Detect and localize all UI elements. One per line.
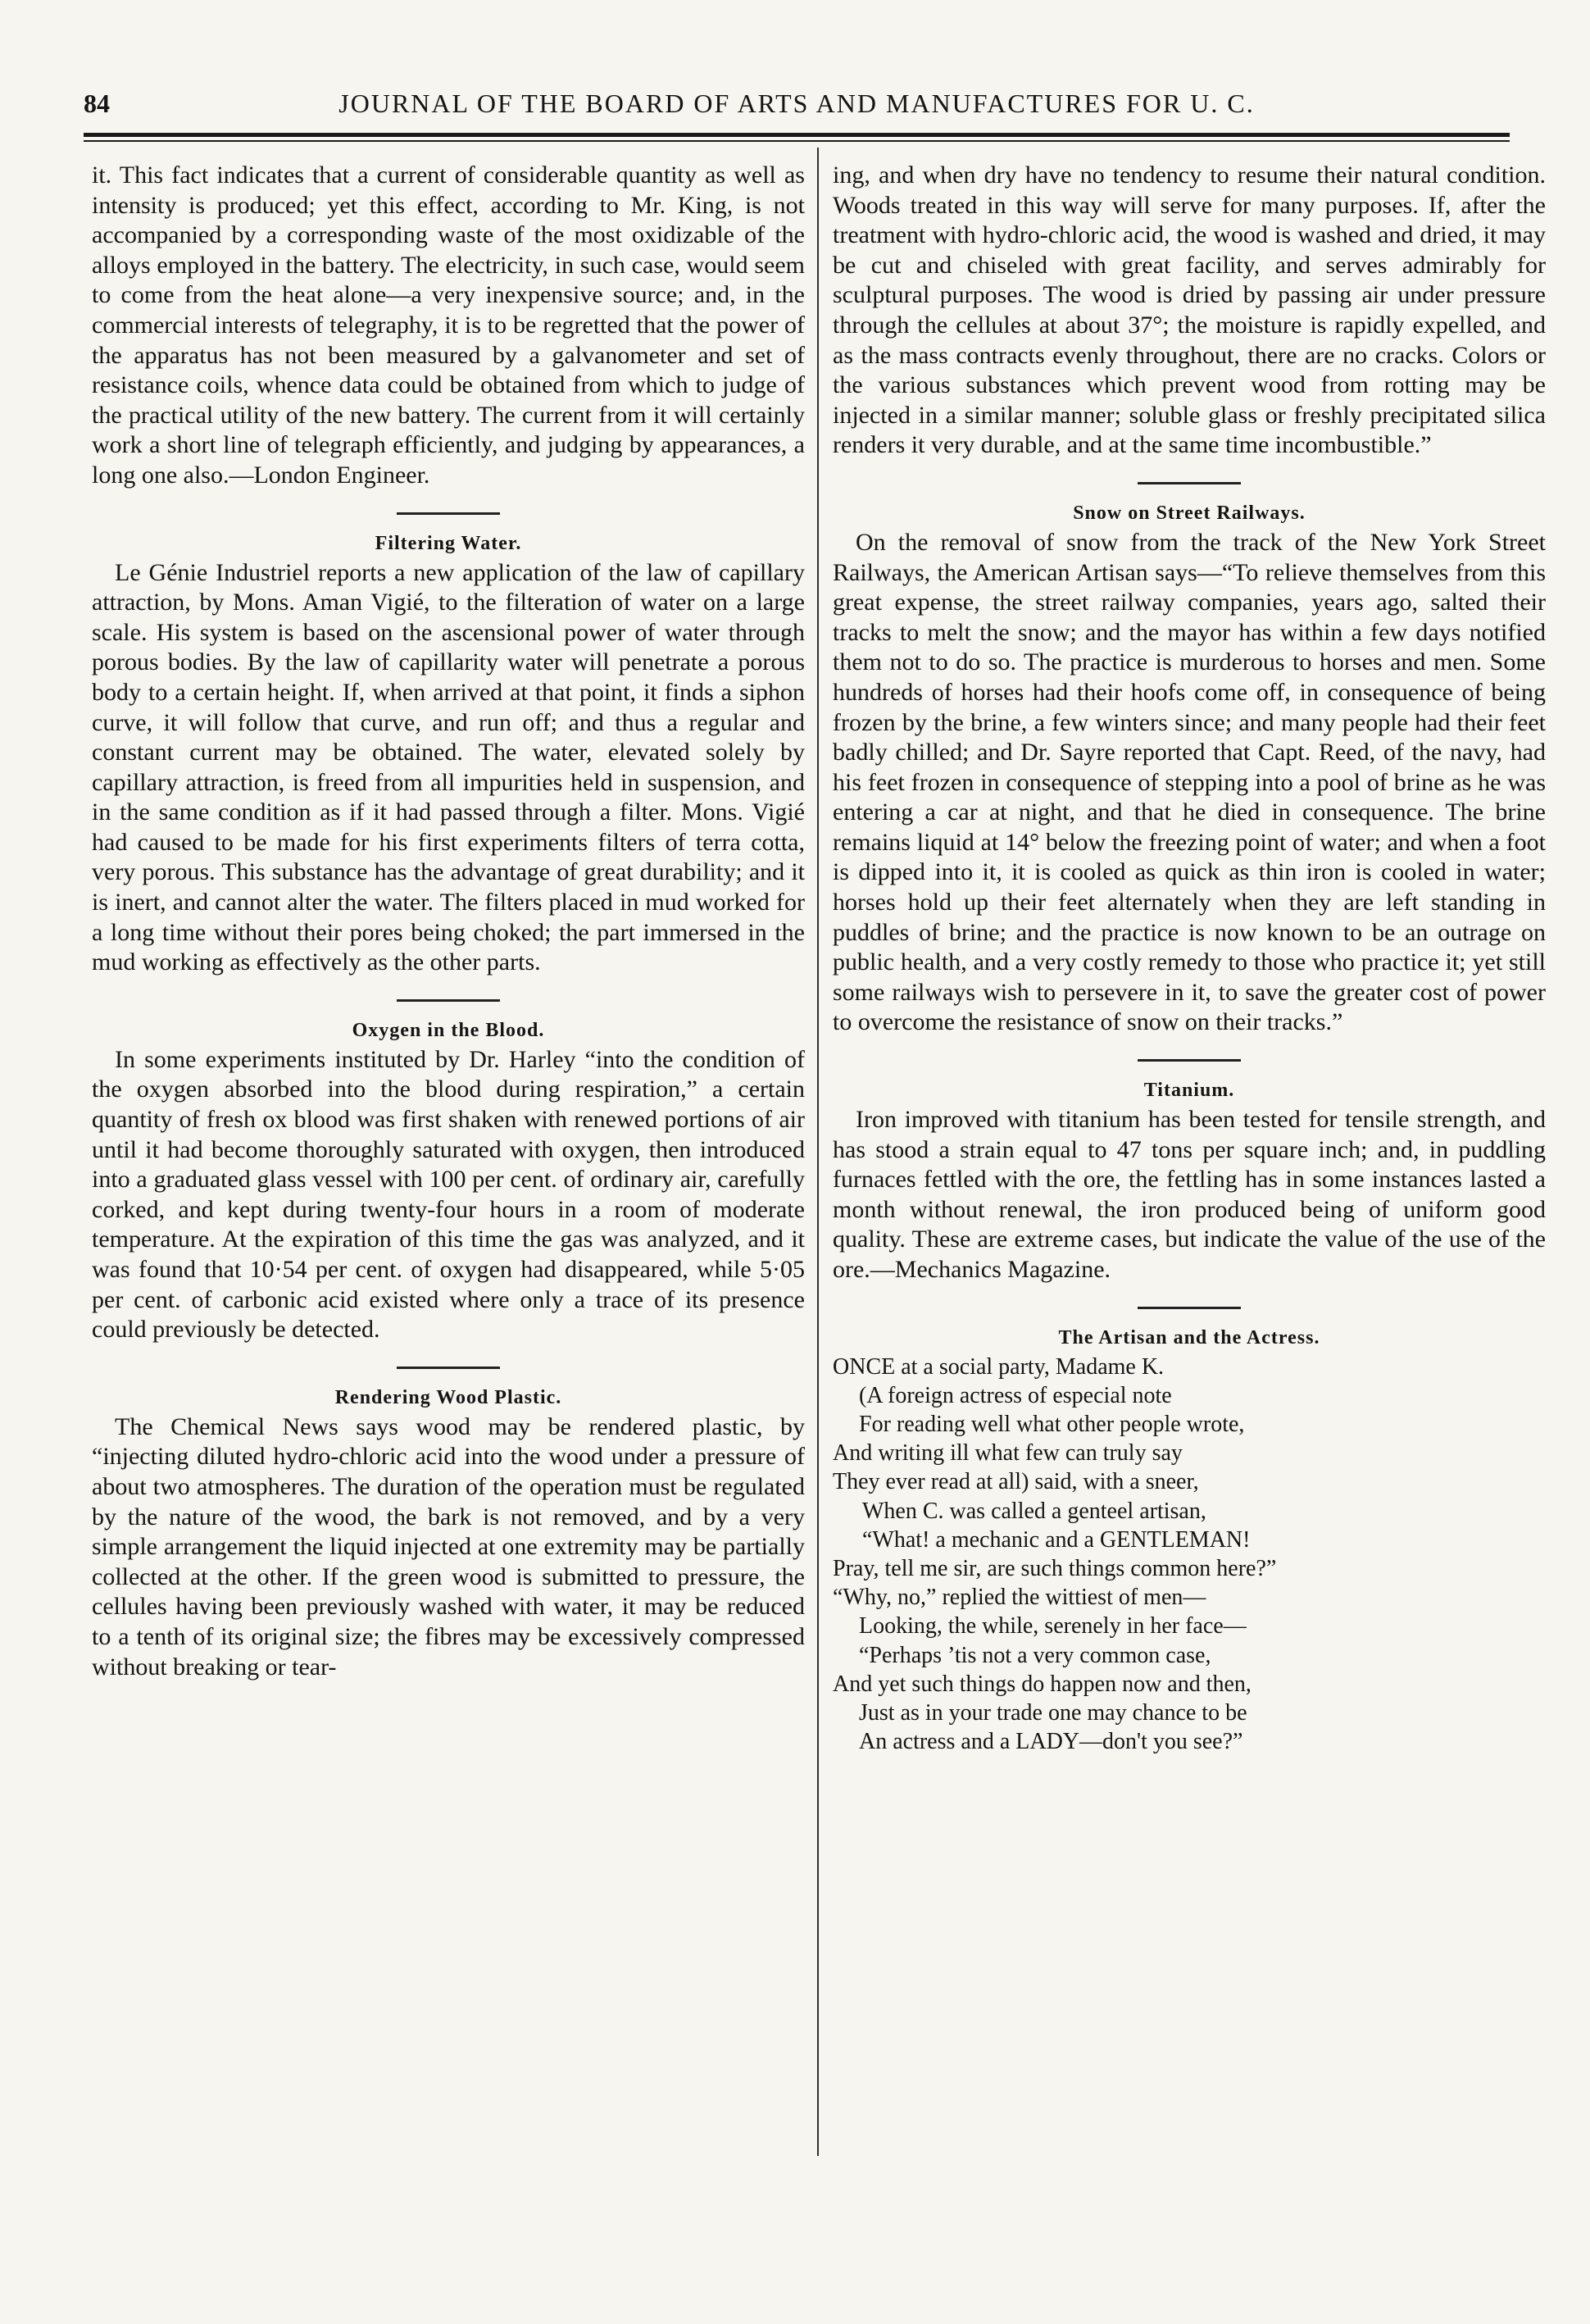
poem-line: ONCE at a social party, Madame K. xyxy=(833,1353,1165,1380)
poem-line: “Why, no,” replied the wittiest of men— xyxy=(833,1585,1206,1611)
column-divider xyxy=(817,148,819,2156)
filtering-water-body: Le Génie Industriel reports a new application of the law of capillary attraction, by Mons. Aman Vigié, to the filteration of water on a large scale. His system is based on the ascensional power of water through porous bodies. By the law of capillarity water will penetrate a porous body to a certain height. If, when arrived at that point, it finds a siphon curve, it will follow that curve, and run off; and thus a regular and constant current may be obtained. The water, elevated solely by capillary attraction, is freed from all impurities held in suspension, and in the same condition as if it had passed through a filter. Mons. Vigié had caused to be made for his first experiments filters of terra cotta, very porous. This substance has the advantage of great durability; and it is inert, and cannot alter the water. The filters placed in mud worked for a long time without their pores being choked; the part immersed in the mud working as effectively as the other parts. xyxy=(92,558,805,976)
section-divider xyxy=(1138,482,1241,484)
section-divider xyxy=(397,999,500,1002)
page-number: 84 xyxy=(84,89,110,118)
section-divider xyxy=(1138,1307,1241,1309)
page-header xyxy=(84,89,1510,130)
header-rule-thin xyxy=(84,140,1510,142)
poem-line: Pray, tell me sir, are such things common here?” xyxy=(833,1556,1277,1582)
section-divider xyxy=(397,1367,500,1369)
titanium-body: Iron improved with titanium has been tested for tensile strength, and has stood a strain equal to 47 tons per square inch; and, in puddling furnaces fettled with the ore, the fettling has in some instances lasted a month without renewal, the iron produced being of uniform good quality. These are extreme cases, but indicate the value of the use of the ore.—Mechanics Magazine. xyxy=(833,1106,1546,1283)
right-column xyxy=(833,161,1546,1756)
wood-plastic-body: The Chemical News says wood may be rendered plastic, by “injecting diluted hydro-chloric acid into the wood under a pressure of about two atmospheres. The duration of the operation must be regulated by the nature of the wood, the bark is not removed, and by a very simple arrangement the liquid injected at one extremity may be partially collected at the other. If the green wood is submitted to pressure, the cellules having been previously washed with water, it may be reduced to a tenth of its original size; the fibres may be excessively compressed without breaking or tear- xyxy=(92,1412,805,1680)
poem-line: And yet such things do happen now and then, xyxy=(833,1671,1252,1697)
poem-line: When C. was called a genteel artisan, xyxy=(862,1498,1206,1524)
wood-plastic-continued: ing, and when dry have no tendency to resume their natural condition. Woods treated in this way will serve for many purposes. If, after the treatment with hydro-chloric acid, the wood is washed and dried, it may be cut and chiseled with great facility, and serves admirably for sculptural purposes. The wood is dried by passing air under pressure through the cellules at about 37°; the moisture is rapidly expelled, and as the mass contracts evenly throughout, there are no cracks. Colors or the various substances which prevent wood from rotting may be injected in a similar manner; soluble glass or freshly precipitated silica renders it very durable, and at the same time incombustible.” xyxy=(833,161,1546,459)
poem-line: (A foreign actress of especial note xyxy=(859,1382,1172,1408)
poem-line: An actress and a LADY—don't you see?” xyxy=(859,1729,1243,1755)
poem-line: And writing ill what few can truly say xyxy=(833,1440,1183,1467)
continued-article-text: it. This fact indicates that a current of considerable quantity as well as intensity is produced; yet this effect, according to Mr. King, is not accompanied by a corresponding waste of the most oxidizable of the alloys employed in the battery. The electricity, in such case, would seem to come from the heat alone—a very inexpensive source; and, in the commercial interests of telegraphy, it is to be regretted that the power of the apparatus has not been measured by a galvanometer and set of resistance coils, whence data could be obtained from which to judge of the practical utility of the new battery. The current from it will certainly work a short line of telegraph efficiently, and judging by appearances, a long one also.—London Engineer. xyxy=(92,161,805,489)
poem-line: Looking, the while, serenely in her face— xyxy=(859,1613,1247,1640)
section-divider xyxy=(1138,1059,1241,1062)
poem-line: They ever read at all) said, with a sneer, xyxy=(833,1469,1199,1495)
snow-railways-body: On the removal of snow from the track of the New York Street Railways, the American Artisan says—“To relieve themselves from this great expense, the street railway companies, years ago, salted their tracks to melt the snow; and the mayor has within a few days notified them not to do so. The practice is murderous to horses and men. Some hundreds of horses had their hoofs come off, in consequence of being frozen by the brine, a few winters since; and many people had their feet badly chilled; and Dr. Sayre reported that Capt. Reed, of the navy, had his feet frozen in consequence of stepping into a pool of brine as he was entering a car at night, and that he died in consequence. The brine remains liquid at 14° below the freezing point of water; and when a foot is dipped into it, it is cooled as quick as thin iron is cooled in water; horses hold up their feet alternately when they are left standing in puddles of brine; and the practice is now known to be an outrage on public health, and a very costly remedy to those who practice it; yet still some railways wish to persevere in it, to save the greater cost of power to overcome the resistance of snow on their tracks.” xyxy=(833,528,1546,1036)
poem xyxy=(833,1353,1546,1757)
poem-line: “What! a mechanic and a GENTLEMAN! xyxy=(862,1526,1251,1553)
snow-railways-title: Snow on Street Railways. xyxy=(1073,502,1306,524)
titanium-title: Titanium. xyxy=(1143,1080,1235,1102)
section-divider xyxy=(397,512,500,515)
left-column xyxy=(92,161,805,1682)
wood-plastic-title: Rendering Wood Plastic. xyxy=(334,1386,562,1408)
oxygen-blood-title: Oxygen in the Blood. xyxy=(352,1019,545,1041)
oxygen-blood-body: In some experiments instituted by Dr. Harley “into the condition of the oxygen absorbed into the blood during respiration,” a certain quantity of fresh ox blood was first shaken with renewed portions of air until it had become thoroughly saturated with oxygen, then introduced into a graduated glass vessel with 100 per cent. of ordinary air, carefully corked, and kept during twenty-four hours in a room of moderate temperature. At the expiration of this time the gas was analyzed, and it was found that 10·54 per cent. of oxygen had disappeared, while 5·05 per cent. of carbonic acid existed where only a trace of its presence could previously be detected. xyxy=(92,1045,805,1344)
journal-title: JOURNAL OF THE BOARD OF ARTS AND MANUFACTURES FOR U. C. xyxy=(338,89,1255,118)
poem-line: Just as in your trade one may chance to be xyxy=(859,1700,1247,1726)
poem-line: “Perhaps ’tis not a very common case, xyxy=(859,1642,1211,1668)
filtering-water-title: Filtering Water. xyxy=(375,532,522,554)
poem-title: The Artisan and the Actress. xyxy=(1058,1326,1320,1348)
poem-line: For reading well what other people wrote, xyxy=(859,1412,1245,1437)
header-rule-thick xyxy=(84,133,1510,137)
